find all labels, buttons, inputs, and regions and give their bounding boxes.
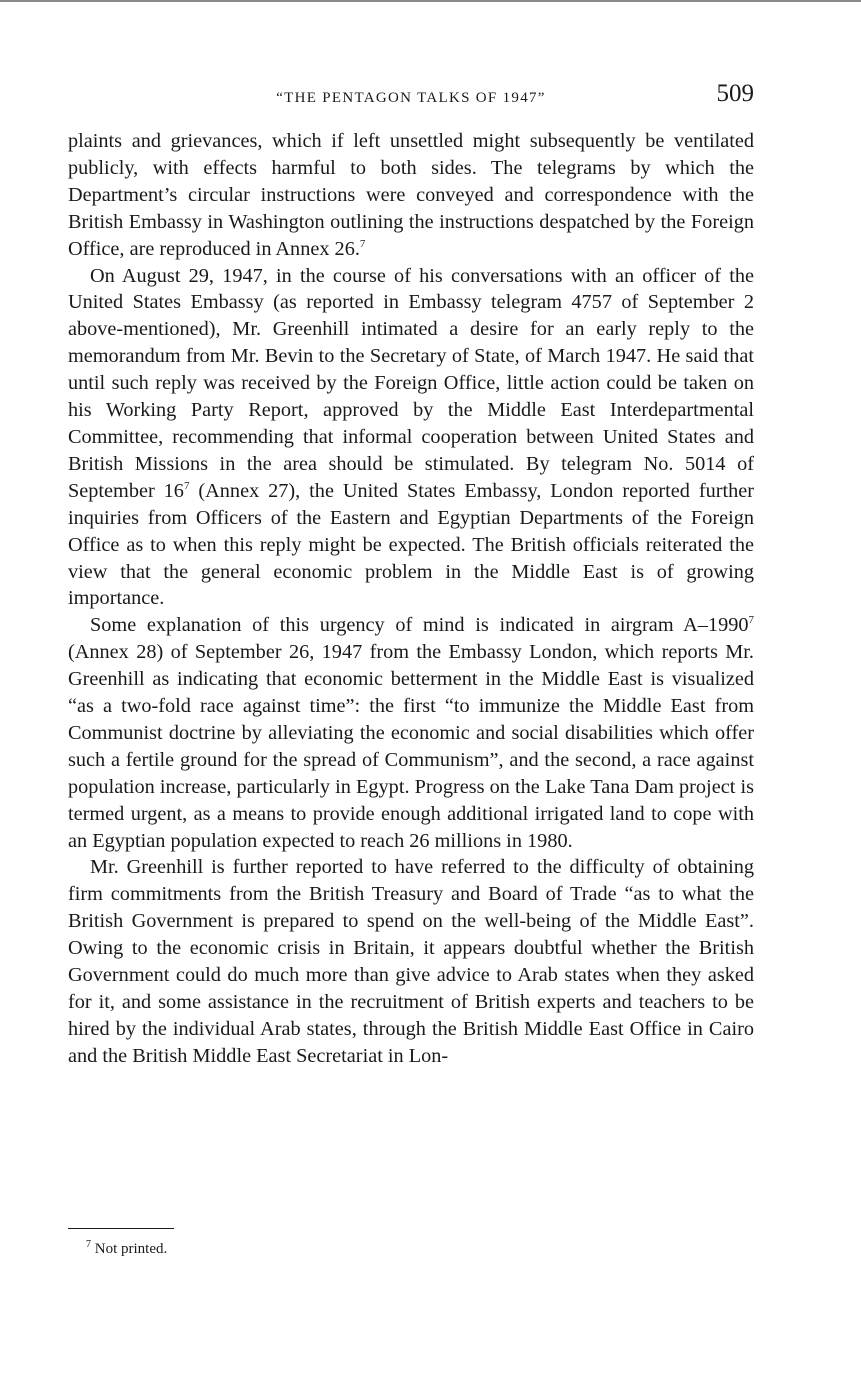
footnote-text: Not printed. bbox=[94, 1241, 168, 1257]
footnote-reference: 7 bbox=[359, 237, 366, 250]
paragraph-3-text-b: (Annex 28) of September 26, 1947 from the Embassy London, which reports Mr. Greenhill as indicating that economic betterment in the Middle East is visualized “as a two-fold race against time”: the first “to immunize the Middle East from Communist doctrine by alleviating the economic and social disabilities which offer such a fertile ground for the spread of Communism”, and the second, a race against population increase, particularly in Egypt. Progress on the Lake Tana Dam project is termed urgent, as a means to provide enough additional irrigated land to cope with an Egyptian population expected to reach 26 millions in 1980. bbox=[68, 641, 754, 852]
footnote bbox=[86, 1240, 167, 1258]
running-head: “THE PENTAGON TALKS OF 1947” bbox=[276, 90, 546, 106]
paragraph-4-text: Mr. Greenhill is further reported to have referred to the difficulty of obtaining firm commitments from the British Treasury and Board of Trade “as to what the British Government is prepared to spend on the well-being of the Middle East”. Owing to the economic crisis in Britain, it appears doubtful whether the British Government could do much more than give advice to Arab states when they asked for it, and some assistance in the recruitment of British experts and teachers to be hired by the individual Arab states, through the British Middle East Office in Cairo and the British Middle East Secretariat in Lon- bbox=[68, 856, 754, 1067]
paragraph-2-text-a: On August 29, 1947, in the course of his conversations with an officer of the United States Embassy (as reported in Embassy telegram 4757 of September 2 above-mentioned), Mr. Greenhill intimated a desire for an early reply to the memorandum from Mr. Bevin to the Secretary of State, of March 1947. He said that until such reply was received by the Foreign Office, little action could be taken on his Working Party Report, approved by the Middle East Interdepartmental Committee, recommending that informal cooperation between United States and British Missions in the area should be stimulated. By telegram No. 5014 of September 16 bbox=[68, 264, 754, 502]
paragraph-2-text-b: (Annex 27), the United States Embassy, London reported further inquiries from Officers of the Eastern and Egyptian Departments of the Foreign Office as to when this reply might be expected. The British officials reiterated the view that the general economic problem in the Middle East is of growing importance. bbox=[68, 479, 754, 610]
paragraph-3-text-a: Some explanation of this urgency of mind is indicated in airgram A–1990 bbox=[90, 614, 749, 637]
footnote-divider bbox=[68, 1228, 174, 1229]
top-border-rule bbox=[0, 0, 861, 2]
paragraph-4 bbox=[68, 854, 754, 1069]
paragraph-1-text: plaints and grievances, which if left unsettled might subsequently be ventilated publicly, with effects harmful to both sides. The telegrams by which the Department’s circular instructions were conveyed and correspondence with the British Embassy in Washington outlining the instructions despatched by the Foreign Office, are reproduced in Annex 26. bbox=[68, 130, 754, 260]
paragraph-1 bbox=[68, 128, 754, 263]
paragraph-3 bbox=[68, 612, 754, 854]
paragraph-2 bbox=[68, 263, 754, 613]
page-header bbox=[68, 80, 754, 114]
page-number: 509 bbox=[716, 80, 754, 107]
body-text bbox=[68, 128, 754, 1070]
footnote-reference: 7 bbox=[183, 480, 190, 493]
footnote-reference: 7 bbox=[748, 614, 754, 627]
footnote-mark: 7 bbox=[86, 1239, 91, 1250]
